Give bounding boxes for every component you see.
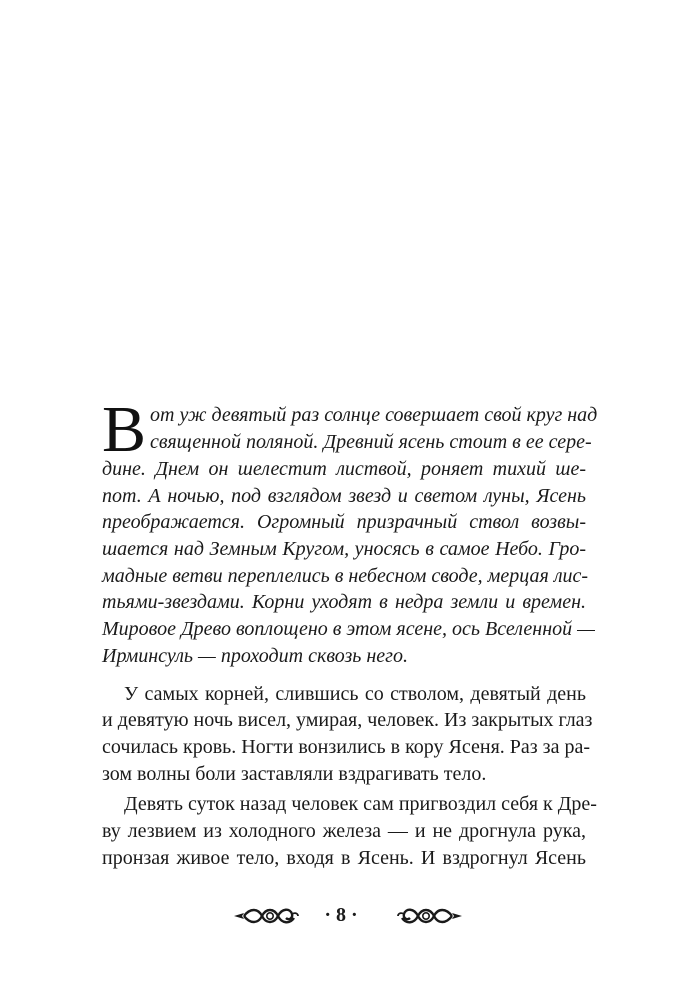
text-line: от уж девятый раз солнце совершает свой круг над (150, 404, 598, 426)
page-number: · 8 · (324, 904, 358, 926)
paragraph-3 (102, 791, 597, 871)
text-line: У самых корней, слившись со стволом, девятый день (124, 682, 586, 705)
text-line: ву лезвием из холодного железа — и не дрогнула рука, (102, 819, 586, 842)
text-line: сочилась кровь. Ногти вонзились в кору Ясеня. Раз за ра- (102, 735, 590, 758)
text-line: Девять суток назад человек сам пригвоздил себя к Дре- (124, 793, 597, 816)
celtic-knot-ornament-icon (396, 904, 464, 933)
text-line: пот. А ночью, под взглядом звезд и светом луны, Ясень (102, 484, 586, 507)
dropcap-lines (102, 393, 598, 466)
main-text (102, 393, 598, 871)
drop-cap: В (102, 393, 147, 466)
italic-paragraph (102, 393, 598, 670)
text-line: тьями-звездами. Корни уходят в недра земли и времен. (102, 591, 586, 614)
text-line: священной поляной. Древний ясень стоит в ее сере- (150, 430, 592, 453)
text-line: зом волны боли заставляли вздрагивать тело. (102, 762, 487, 785)
text-line: Ирминсуль — проходит сквозь него. (102, 644, 408, 667)
page-footer (0, 898, 681, 938)
text-line: дине. Днем он шелестит листвой, роняет тихий ше- (102, 458, 586, 480)
paragraph-2 (102, 681, 593, 788)
text-line: пронзая живое тело, входя в Ясень. И вздрогнул Ясень (102, 846, 586, 869)
celtic-knot-ornament-icon (232, 904, 300, 933)
text-line: и девятую ночь висел, умирая, человек. Из закрытых глаз (102, 709, 593, 732)
text-line: шается над Земным Кругом, уносясь в самое Небо. Гро- (102, 538, 586, 561)
text-line: преображается. Огромный призрачный ствол возвы- (102, 511, 586, 534)
text-line: Мировое Древо воплощено в этом ясене, ось Вселенной — (102, 618, 595, 641)
text-line: мадные ветви переплелись в небесном своде, мерцая лис- (102, 564, 589, 587)
